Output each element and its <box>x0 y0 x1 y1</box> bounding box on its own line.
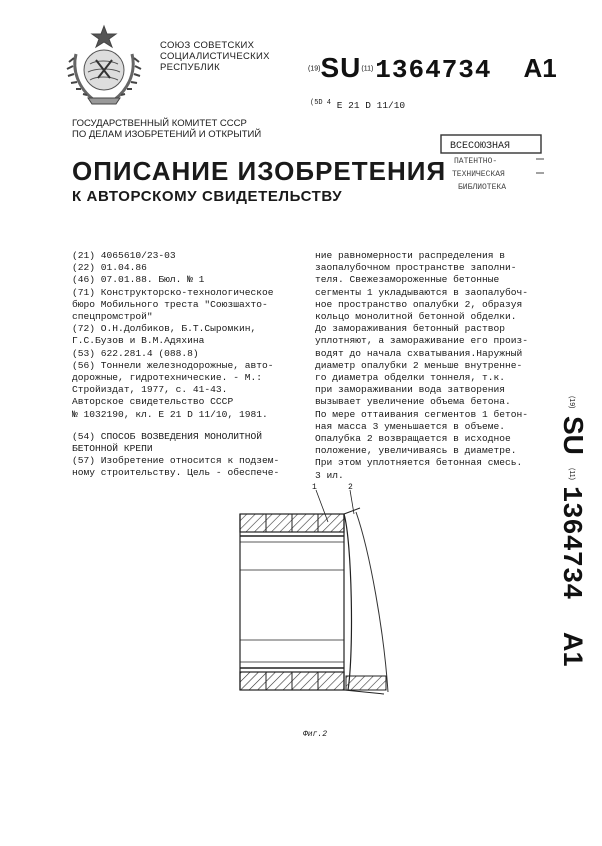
abstract-line: 3 ил. <box>315 469 344 481</box>
biblio-line: (22) 01.04.86 <box>72 262 147 274</box>
soviet-line: СОЮЗ СОВЕТСКИХ <box>160 40 255 51</box>
committee-line: ПО ДЕЛАМ ИЗОБРЕТЕНИЙ И ОТКРЫТИЙ <box>72 129 262 140</box>
inid-11-tag: (11) <box>361 65 374 73</box>
abstract-line: го диаметра обделки тоннеля, т.к. <box>315 372 505 384</box>
document-subtitle: К АВТОРСКОМУ СВИДЕТЕЛЬСТВУ <box>72 188 343 205</box>
stamp-line: БИБЛИОТЕКА <box>458 183 507 192</box>
biblio-line: (46) 07.01.88. Бюл. № 1 <box>72 274 205 286</box>
abstract-line: ние равномерности распределения в <box>315 250 505 261</box>
ipc-code: E 21 D 11/10 <box>336 100 406 112</box>
abstract-line: Опалубка 2 возвращается в исходное <box>315 433 511 445</box>
abstract-line: положение, увеличиваясь в диаметре. <box>315 445 517 457</box>
biblio-line: № 1032190, кл. Е 21 D 11/10, 1981. <box>72 408 268 420</box>
bibliographic-column <box>72 250 304 480</box>
abstract-line: заопалубочном пространстве заполни- <box>315 262 517 274</box>
abstract-line: До замораживания бетонный раствор <box>315 323 505 335</box>
soviet-union-header <box>160 40 270 73</box>
stamp-line: ПАТЕНТНО- <box>454 157 498 166</box>
abstract-line: По мере оттаивания сегментов 1 бетон- <box>315 408 529 420</box>
vertical-patent-number-text: 1364734 <box>555 486 585 600</box>
abstract-line: уплотняют, а замораживание его произ- <box>315 335 529 347</box>
abstract-line: водят до начала схватывания.Наружный <box>315 347 523 359</box>
biblio-line: Г.С.Бузов и В.М.Адяхина <box>72 335 205 347</box>
document-title: ОПИСАНИЕ ИЗОБРЕТЕНИЯ <box>72 156 447 186</box>
patent-number: 1364734 <box>375 55 492 85</box>
biblio-line: дорожные, гидротехнические. - М.: <box>72 372 262 384</box>
abstract-column <box>315 250 545 482</box>
abstract-line: сегменты 1 укладываются в заопалубоч- <box>315 286 529 298</box>
biblio-line: (56) Тоннели железнодорожные, авто- <box>72 359 274 371</box>
country-code: SU <box>320 52 362 83</box>
abstract-line: кольцо монолитной бетонной обделки. <box>315 311 517 323</box>
stamp-line: ТЕХНИЧЕСКАЯ <box>452 170 505 179</box>
inid-19-tag: (19) <box>308 65 321 73</box>
abstract-line: (57) Изобретение относится к подзем- <box>72 455 280 467</box>
abstract-line: При этом уплотняется бетонная смесь. <box>315 457 523 469</box>
abstract-line: диаметр опалубки 2 меньше внутренне- <box>315 359 523 371</box>
ipc-classification <box>310 99 405 111</box>
biblio-line: (53) 622.281.4 (088.8) <box>72 347 199 359</box>
abstract-line: ному строительству. Цель - обеспече- <box>72 467 280 479</box>
committee-header <box>72 118 261 140</box>
invention-title-line: БЕТОННОЙ КРЕПИ <box>72 443 153 455</box>
figure-label-1: 1 <box>312 483 317 492</box>
biblio-line: спецпромстрой" <box>72 311 153 323</box>
stamp-line: ВСЕСОЮЗНАЯ <box>450 141 511 152</box>
library-stamp <box>440 133 552 193</box>
vertical-tag-11: (11) <box>568 468 575 480</box>
biblio-line: (21) 4065610/23-03 <box>72 250 176 261</box>
biblio-line: Стройиздат, 1977, с. 41-43. <box>72 384 228 396</box>
abstract-line: вызывает увеличение объема бетона. <box>315 396 511 408</box>
inid-51-tag: (5D 4 <box>310 99 332 107</box>
soviet-line: РЕСПУБЛИК <box>160 62 220 73</box>
figure-label-2: 2 <box>348 483 353 492</box>
patent-number-header <box>308 52 557 85</box>
biblio-line: бюро Мобильного треста "Союзшахто- <box>72 298 268 310</box>
vertical-kind-code: A1 <box>558 632 588 667</box>
abstract-line: при замораживании вода затворения <box>315 384 505 396</box>
biblio-line: (71) Конструкторско-технологическое <box>72 286 274 298</box>
vertical-tag-19: (19) <box>568 396 575 409</box>
ussr-emblem-icon <box>62 20 146 108</box>
figure-2-drawing <box>236 482 406 728</box>
soviet-line: СОЦИАЛИСТИЧЕСКИХ <box>160 51 270 62</box>
vertical-patent-number <box>532 394 589 694</box>
biblio-line: Авторское свидетельство СССР <box>72 396 234 408</box>
figure-caption: Фиг.2 <box>303 730 328 739</box>
kind-code: A1 <box>523 53 557 83</box>
committee-line: ГОСУДАРСТВЕННЫЙ КОМИТЕТ СССР <box>72 118 247 129</box>
abstract-line: ная масса 3 уменьшается в объеме. <box>315 420 505 432</box>
abstract-line: теля. Свежезамороженные бетонные <box>315 274 500 286</box>
invention-title-line: (54) СПОСОБ ВОЗВЕДЕНИЯ МОНОЛИТНОЙ <box>72 430 262 442</box>
vertical-country-code: SU <box>558 416 589 455</box>
abstract-line: ное пространство опалубки 2, образуя <box>315 298 523 310</box>
biblio-line: (72) О.Н.Долбиков, Б.Т.Сыромкин, <box>72 323 257 335</box>
